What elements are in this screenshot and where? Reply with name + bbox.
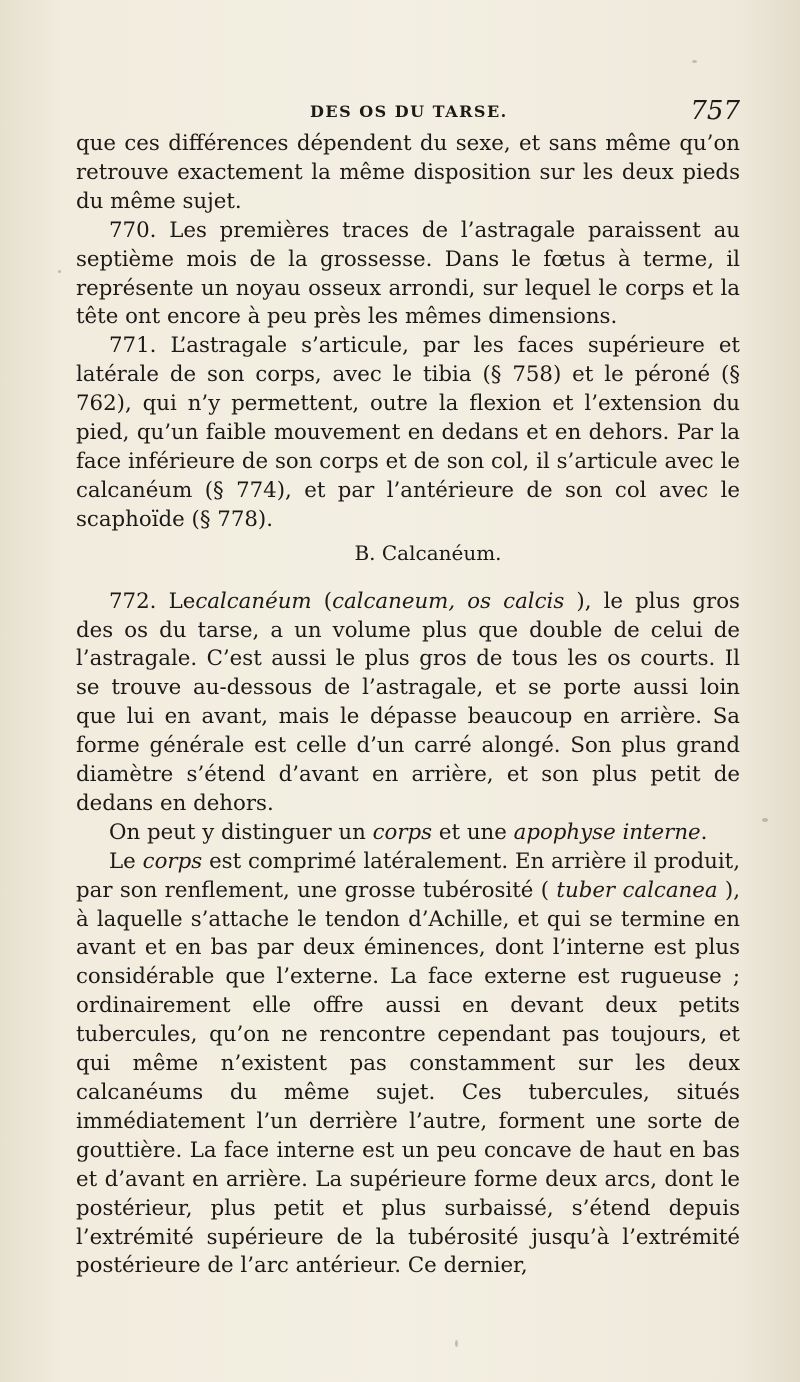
paragraph-continuation: que ces différences dépendent du sexe, et sans même qu’on retrouve exactement la même disposition sur les deux pieds du même sujet. — [76, 131, 740, 214]
paragraph-mid: et une — [438, 819, 507, 845]
paper-speck — [58, 270, 61, 273]
paragraph-771: 771. L’astragale s’articule, par les faces supérieure et latérale de son corps, avec le tibia (§ 758) et le péroné (§ 762), qui n’y permettent, outre la flexion et l’extension du pied, qu’un faible mouvement en dedans et en dehors. Par la face inférieure de son corps et de son col, il s’articule avec le calcanéum (§ 774), et par l’antérieure de son col avec le scaphoïde (§ 778). — [76, 333, 740, 532]
paragraph-corps — [76, 848, 740, 1282]
page-number: 757 — [690, 96, 740, 126]
paper-speck — [692, 60, 697, 63]
paragraph-text: ), à laquelle s’attache le tendon d’Achille, et qui se termine en avant et en bas par deux éminences, dont l’interne est plus considérable que l’externe. La face externe est rugueuse ; ordinairement elle offre aussi en devant deux petits tubercules, qu’on ne rencontre cependant pas toujours, et qui même n’existent pas constamment sur les deux calcanéums du même sujet. Ces tubercules, situés immédiatement l’un derrière l’autre, forment une sorte de gouttière. La face interne est un peu concave de haut en bas et d’avant en arrière. La supérieure forme deux arcs, dont le postérieur, plus petit et plus surbaissé, s’étend depuis l’extrémité supérieure de la tubérosité jusqu’à l’extrémité postérieure de l’arc antérieur. Ce dernier, — [76, 877, 740, 1279]
body-text — [76, 130, 740, 1281]
term-apophyse: apophyse interne — [513, 819, 701, 845]
running-title: DES OS DU TARSE. — [310, 102, 508, 121]
paragraph-lead: On peut y distinguer un — [109, 819, 366, 845]
running-head — [80, 96, 740, 132]
paragraph-distinguish — [76, 819, 740, 848]
latin-name: calcaneum, os calcis — [332, 588, 565, 614]
latin-tuber: tuber calcanea — [556, 877, 718, 903]
paragraph-text: ), le plus gros des os du tarse, a un volume plus que double de celui de l’astragale. C’est aussi le plus gros de tous les os courts. Il se trouve au-dessous de l’astragale, et se porte aussi loin que lui en avant, mais le dépasse beaucoup en arrière. Sa forme générale est celle d’un carré alongé. Son plus grand diamètre s’étend d’avant en arrière, et son plus petit de dedans en dehors. — [76, 588, 740, 816]
section-heading — [76, 539, 740, 568]
paragraph-lead: Le — [168, 588, 196, 614]
paragraph-mid: est comprimé latéralement. En arrière il produit, par son renflement, une grosse tubérosité ( — [76, 848, 740, 903]
paragraph-end: . — [700, 819, 708, 845]
paper-speck — [455, 1340, 458, 1347]
term-corps: corps — [142, 848, 203, 874]
paragraph-number: 772. — [109, 588, 157, 614]
section-title: B. Calcanéum. — [354, 540, 502, 565]
paper-speck — [762, 818, 768, 822]
paragraph-lead: Le — [109, 848, 136, 874]
term-corps: corps — [372, 819, 433, 845]
paren-open: ( — [323, 588, 333, 614]
paragraph-770: 770. Les premières traces de l’astragale paraissent au septième mois de la grossesse. Dans le fœtus à terme, il représente un noyau osseux arrondi, sur lequel le corps et la tête ont encore à peu près les mêmes dimensions. — [76, 217, 740, 330]
paragraph-772 — [76, 588, 740, 819]
term-calcaneum: calcanéum — [195, 588, 312, 614]
